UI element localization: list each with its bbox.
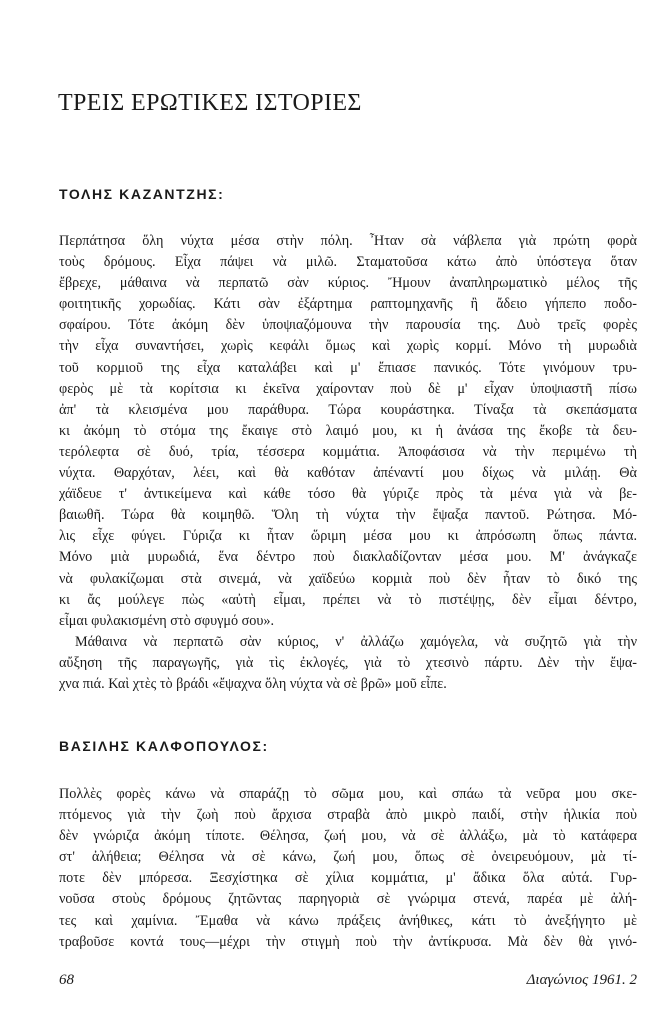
text-line: Πολλὲς φορὲς κάνω νὰ σπαράζῃ τὸ σῶμα μου, καὶ σπάω τὰ νεῦρα μου σκε-	[59, 786, 637, 802]
text-line: Μάθαινα νὰ περπατῶ σὰν κύριος, ν' ἀλλάζω χαμόγελα, νὰ συζητῶ γιὰ τὴν	[75, 633, 637, 650]
text-line: τες καὶ χαμίνια. Ἔμαθα νὰ κάνω πράξεις ἀνήθικες, κάτι τὸ ἀνεξήγητο μὲ	[59, 912, 637, 929]
text-line: τὴν εἶχα συναντήσει, χωρὶς κεφάλι ὅμως καὶ χωρὶς κορμί. Μόνο τὴ μυρωδιὰ	[59, 338, 637, 355]
text-line: νοῦσα στοὺς δρόμους ζητῶντας παρηγοριὰ σὲ γνώριμα στενά, παρέα μὲ ἀλή-	[59, 891, 637, 908]
text-line: τραβοῦσε κοντά τους—μέχρι τὴν στιγμὴ ποὺ τὴν ἀντίκρυσα. Μὰ δὲν θὰ γινό-	[59, 933, 637, 950]
text-line: βαιωθῆ. Τώρα θὰ κοιμηθῶ. Ὅλη τὴ νύχτα τὴν ἔψαξα παντοῦ. Ρώτησα. Μό-	[59, 507, 637, 524]
story-text-1	[59, 231, 637, 695]
text-line: χάϊδευε τ' ἀντικείμενα καὶ κάθε τόσο θὰ γύριζε πρὸς τὰ μένα γιὰ νὰ βε-	[59, 486, 637, 503]
text-line: ἔβρεχε, μάθαινα νὰ περπατῶ σὰν κύριος. Ἤμουν ἀναπληρωματικὸ μέλος τῆς	[59, 275, 637, 292]
text-line: φερὸς μὲ τὰ κορίτσια κι ἐκεῖνα χαίρονταν ποὺ δὲ μ' εἶχαν ὑποψιαστῆ πίσω	[59, 380, 637, 397]
text-line: τοῦ κορμιοῦ της εἶχα καταλάβει καὶ μ' ἔπιασε πανικός. Τότε γινόμουν τρυ-	[59, 359, 637, 376]
text-line: κι ἄς μούλεγε πὼς «αὐτὴ εἶμαι, πρέπει νὰ τὸ πιστέψῃς, δὲν εἶμαι δέντρο,	[59, 591, 637, 608]
story-text-2	[59, 784, 637, 953]
text-line: τοὺς δρόμους. Εἶχα πάψει νὰ μιλῶ. Σταματοῦσα κάτω ἀπὸ ὑπόστεγα ὅταν	[59, 254, 637, 271]
journal-issue: Διαγώνιος 1961. 2	[526, 972, 637, 988]
text-line: ποτε δὲν μπόρεσα. Ξεσχίστηκα σὲ χίλια κομμάτια, μ' ἄδικα ὅλα αὐτά. Γυρ-	[59, 870, 637, 887]
author-heading-1: ΤΟΛΗΣ ΚΑΖΑΝΤΖΗΣ:	[59, 186, 225, 202]
page-title: ΤΡΕΙΣ ΕΡΩΤΙΚΕΣ ΙΣΤΟΡΙΕΣ	[58, 90, 362, 116]
text-line: τερόλεφτα σὲ δυό, τρία, τέσσερα κομμάτια. Ἀποφάσισα νὰ τὴν περιμένω τὴ	[59, 443, 637, 460]
text-line: ἀπ' τὰ κλεισμένα μου παράθυρα. Τώρα κουράστηκα. Τίναξα τὰ σκεπάσματα	[59, 401, 637, 418]
text-line: νὰ φυλακίζωμαι στὰ σινεμά, νὰ χαϊδεύω κορμιὰ ποὺ δὲν ἦταν τὸ δικό της	[59, 570, 637, 587]
text-line: λις εἶχε φύγει. Γύριζα κι ἦταν ὥριμη μέσα μου κι ἀπρόσωπη ὅπως πάντα.	[59, 528, 637, 545]
text-line: σφαίρου. Τότε ἀκόμη δὲν ὑποψιαζόμουνα τὴν παρουσία της. Δυὸ τρεῖς φορὲς	[59, 317, 637, 334]
text-line: Περπάτησα ὅλη νύχτα μέσα στὴν πόλη. Ἦταν σὰ νάβλεπα γιὰ πρώτη φορὰ	[59, 233, 637, 249]
text-line: αὔξηση τῆς παραγωγῆς, γιὰ τὶς ἐκλογές, γιὰ τὸ χτεσινὸ πάρτυ. Δὲν τὴν ἔψα-	[59, 654, 637, 671]
text-line: κι ἀκόμη τὸ στόμα της ἔκαιγε στὸ λαιμό μου, κι ἡ ἀνάσα της ἔκοβε τὰ δευ-	[59, 422, 637, 439]
text-line: στ' ἀλήθεια; Θέλησα νὰ σὲ κάνω, ζωή μου, ὅπως σὲ ὀνειρευόμουν, μὰ τί-	[59, 849, 637, 866]
text-line: νύχτα. Θαρχόταν, λέει, καὶ θὰ καθόταν ἀπέναντί μου δίχως νὰ μιλάῃ. Θὰ	[59, 465, 637, 482]
text-line: χνα πιά. Καὶ χτὲς τὸ βράδι «ἔψαχνα ὅλη νύχτα νὰ σὲ βρῶ» μοῦ εἶπε.	[59, 675, 447, 692]
text-line: Μόνο μιὰ μυρωδιά, ἕνα δέντρο ποὺ διακλαδίζονταν μέσα μου. Μ' ἀνάγκαζε	[59, 549, 637, 566]
text-line: εἶμαι φυλακισμένη στὸ σφυγμό σου».	[59, 612, 275, 629]
page-number: 68	[59, 972, 74, 988]
text-line: φοιτητικῆς χορωδίας. Κάτι σὰν ἐξάρτημα ραπτομηχανῆς ἢ ἄδειο γήπεπο ποδο-	[59, 296, 637, 313]
author-heading-2: ΒΑΣΙΛΗΣ ΚΑΛΦΟΠΟΥΛΟΣ:	[59, 738, 269, 754]
text-line: δὲν γνώριζα ἀκόμη τίποτε. Θέλησα, ζωή μου, νὰ σὲ ἀλλάξω, μὰ τὸ κατάφερα	[59, 828, 637, 845]
text-line: πτόμενος γιὰ τὴν ζωὴ ποὺ ἄρχισα στραβὰ ἀπὸ μικρὸ παιδί, στὴν ἡλικία ποὺ	[59, 807, 637, 824]
